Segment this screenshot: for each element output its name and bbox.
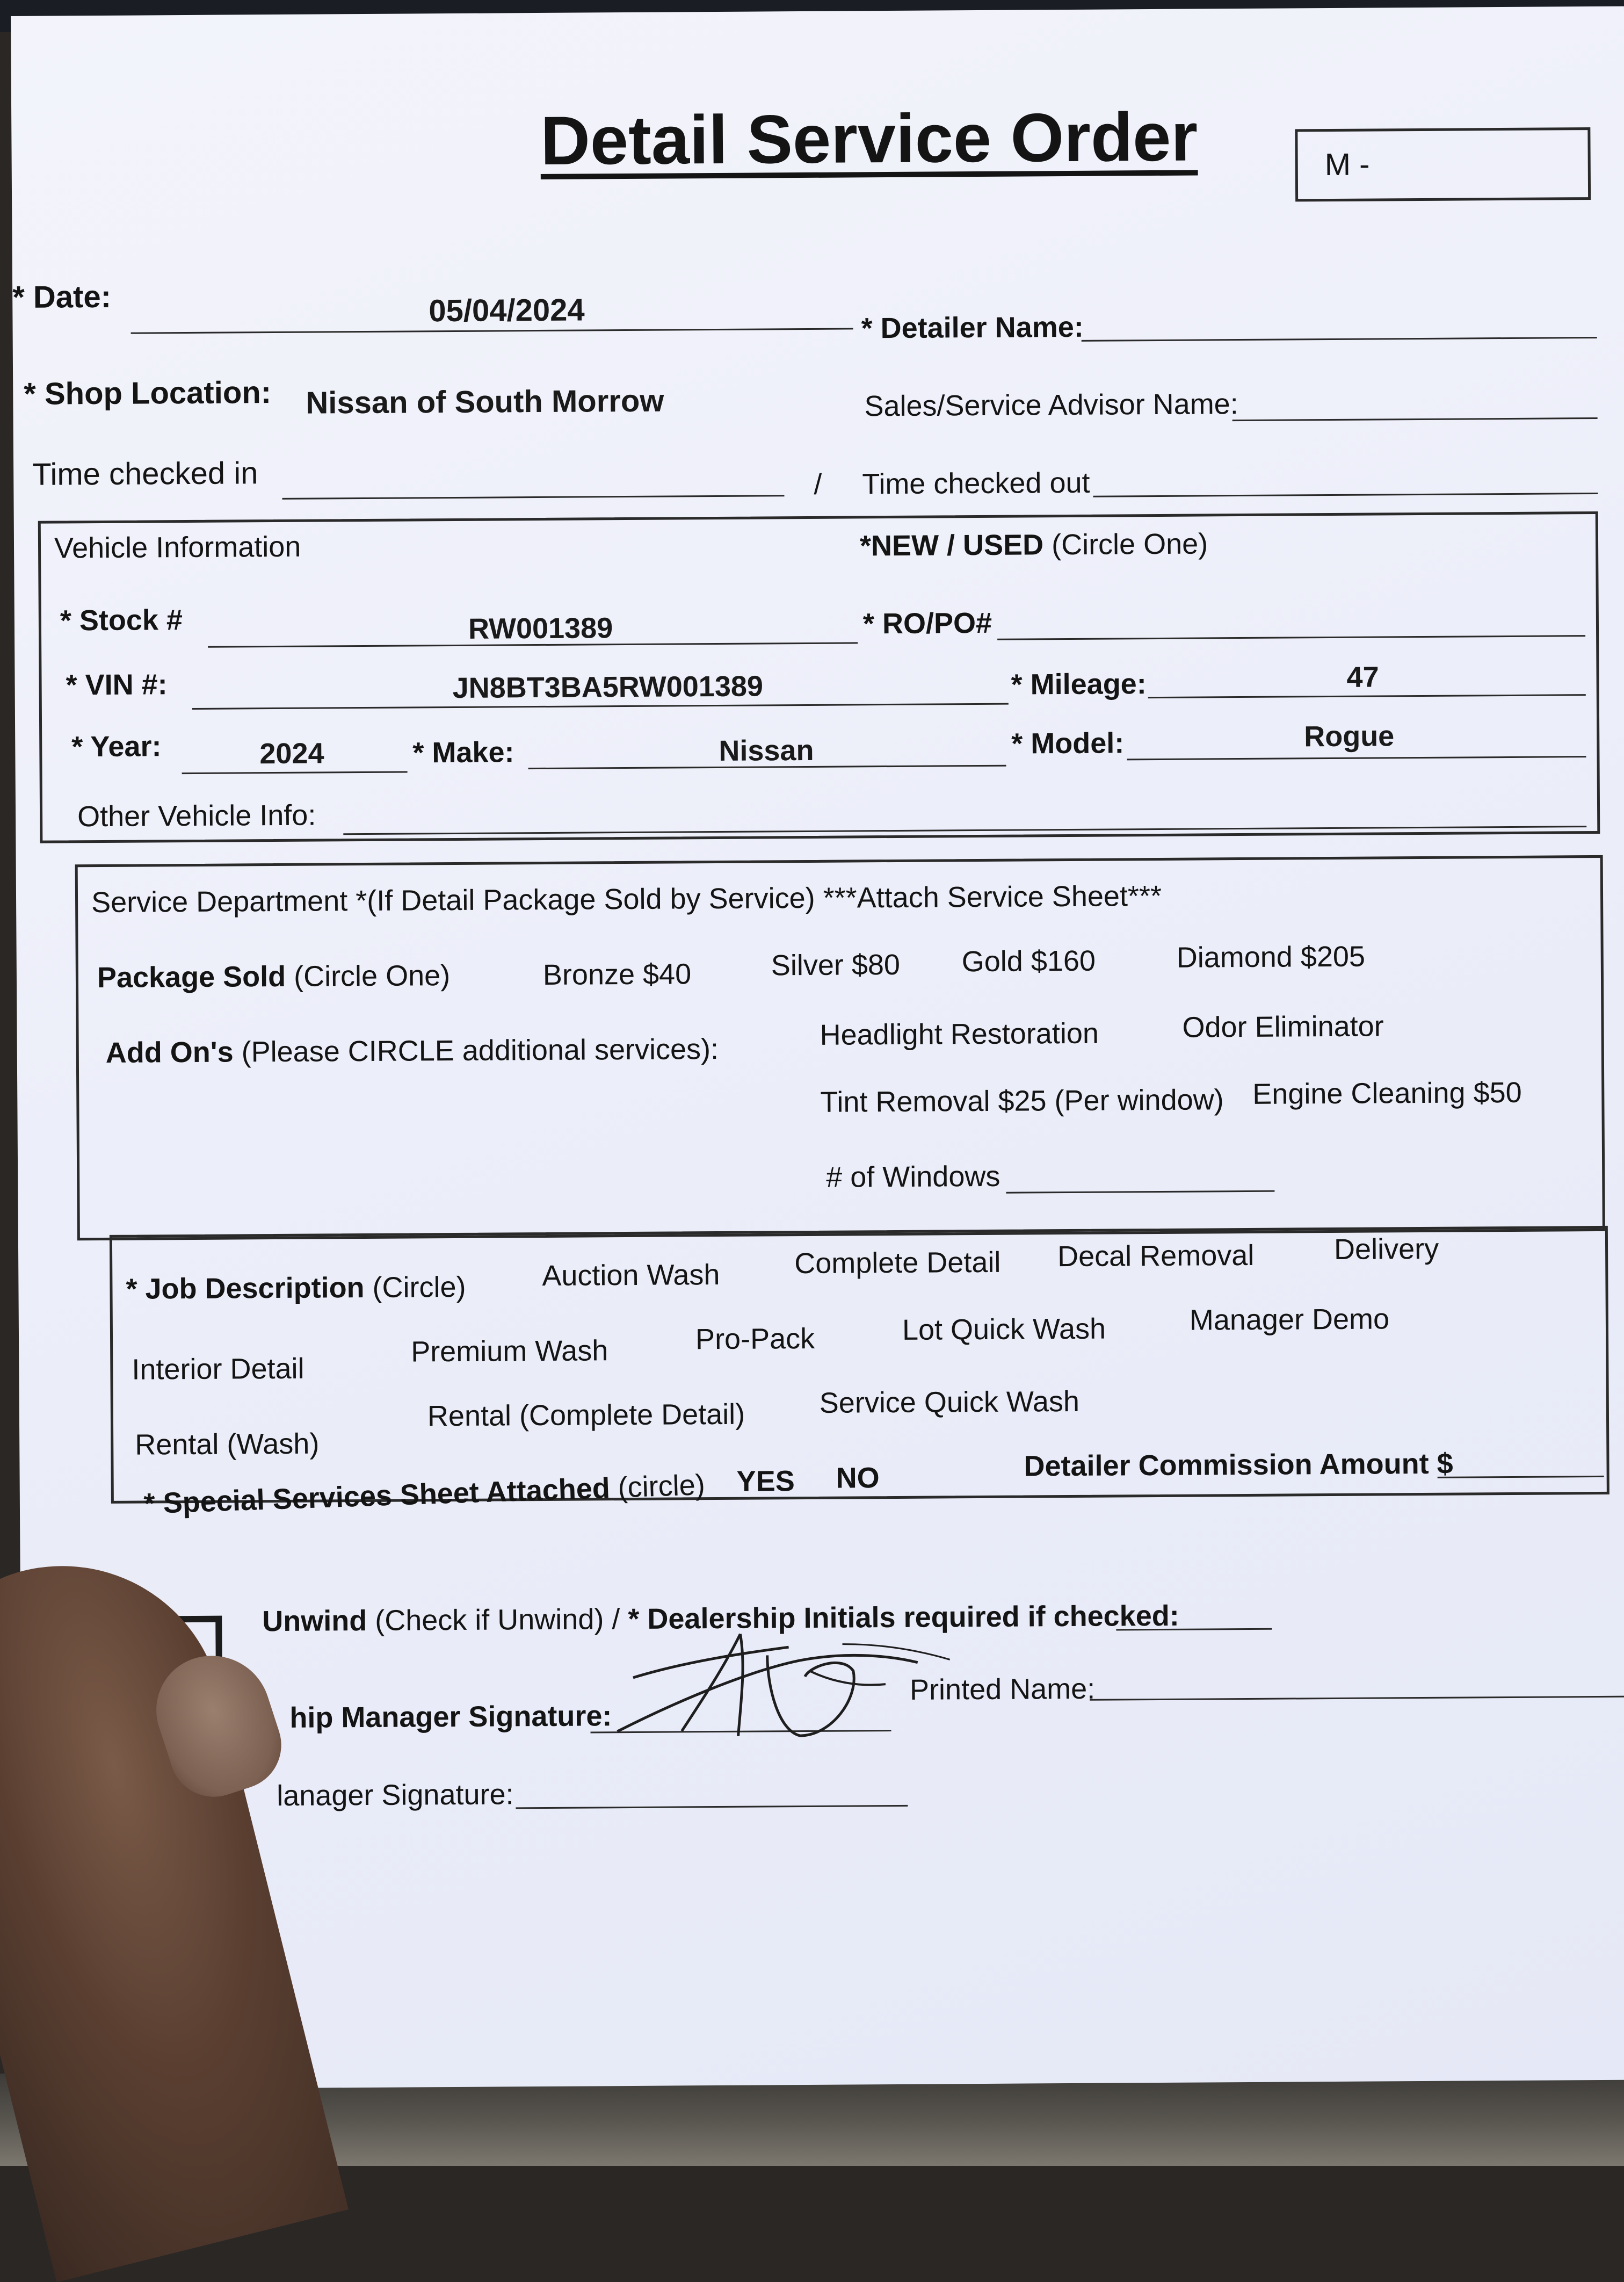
job-option[interactable]: Complete Detail — [794, 1246, 1001, 1280]
printed-name-label: Printed Name: — [909, 1672, 1096, 1706]
job-option[interactable]: Service Quick Wash — [819, 1385, 1080, 1419]
advisor-line[interactable] — [1233, 417, 1598, 421]
job-option[interactable]: Rental (Wash) — [135, 1427, 320, 1461]
commission-label: Detailer Commission Amount $ — [1024, 1447, 1453, 1483]
add-ons-label: Add On's — [105, 1036, 234, 1069]
job-option[interactable]: Decal Removal — [1057, 1239, 1255, 1273]
add-ons-hint: (Please CIRCLE additional services): — [241, 1032, 719, 1068]
stock-label: * Stock # — [60, 604, 183, 637]
dealership-initials-label: * Dealership Initials required if checked: — [628, 1599, 1179, 1636]
time-out-line[interactable] — [1093, 493, 1598, 497]
service-dept-header: Service Department *(If Detail Package Sold by Service) ***Attach Service Sheet*** — [91, 879, 1162, 919]
printed-name-line[interactable] — [1090, 1696, 1624, 1701]
time-separator: / — [814, 468, 822, 501]
job-option[interactable]: Pro-Pack — [695, 1322, 815, 1356]
package-option[interactable]: Silver $80 — [771, 948, 901, 982]
model-value[interactable]: Rogue — [1304, 720, 1395, 753]
dealership-initials-line[interactable] — [1116, 1628, 1272, 1631]
order-number-box[interactable] — [1295, 127, 1591, 201]
date-line — [131, 328, 853, 334]
package-sold-group — [97, 959, 451, 994]
package-option[interactable]: Diamond $205 — [1176, 940, 1366, 974]
package-option[interactable]: Gold $160 — [961, 944, 1096, 978]
job-option[interactable]: Interior Detail — [132, 1352, 305, 1386]
windows-count-label: # of Windows — [826, 1160, 1001, 1194]
special-services-label: * Special Services Sheet Attached — [143, 1471, 611, 1520]
make-value[interactable]: Nissan — [719, 734, 814, 767]
job-description-label: * Job Description — [126, 1272, 365, 1305]
handwritten-signature — [606, 1622, 955, 1747]
other-vehicle-info-label: Other Vehicle Info: — [77, 799, 316, 833]
unwind-hint: (Check if Unwind) / — [375, 1603, 620, 1637]
make-label: * Make: — [412, 736, 514, 769]
add-ons-group — [106, 1032, 719, 1070]
order-number-prefix: M - — [1324, 147, 1370, 183]
year-value[interactable]: 2024 — [259, 737, 324, 770]
job-option[interactable]: Delivery — [1333, 1232, 1439, 1266]
package-option[interactable]: Bronze $40 — [542, 958, 692, 991]
package-sold-hint: (Circle One) — [293, 959, 451, 993]
vin-value[interactable]: JN8BT3BA5RW001389 — [452, 670, 764, 704]
date-value[interactable]: 05/04/2024 — [429, 292, 585, 329]
date-label: * Date: — [12, 279, 112, 315]
shop-location-value[interactable]: Nissan of South Morrow — [306, 383, 664, 421]
ro-po-label: * RO/PO# — [862, 606, 992, 640]
job-option[interactable]: Manager Demo — [1189, 1303, 1390, 1337]
special-services-yes[interactable]: YES — [736, 1465, 795, 1498]
advisor-label: Sales/Service Advisor Name: — [864, 388, 1238, 423]
model-label: * Model: — [1011, 727, 1125, 760]
mileage-label: * Mileage: — [1011, 668, 1147, 701]
new-used-label: *NEW / USED — [859, 529, 1044, 562]
job-option[interactable]: Auction Wash — [542, 1258, 720, 1292]
add-on-option[interactable]: Tint Removal $25 (Per window) — [820, 1084, 1224, 1118]
time-in-line[interactable] — [282, 495, 784, 500]
dealership-manager-signature-label: hip Manager Signature: — [289, 1700, 612, 1734]
shop-location-label: * Shop Location: — [24, 375, 272, 411]
manager-signature-label: lanager Signature: — [277, 1778, 514, 1812]
add-on-option[interactable]: Odor Eliminator — [1182, 1010, 1384, 1044]
package-sold-label: Package Sold — [97, 960, 286, 994]
stock-value[interactable]: RW001389 — [468, 612, 613, 645]
unwind-label: Unwind — [262, 1605, 367, 1638]
new-used-hint: (Circle One) — [1051, 528, 1208, 561]
special-services-no[interactable]: NO — [836, 1462, 880, 1494]
detailer-name-line[interactable] — [1082, 337, 1597, 342]
time-out-label: Time checked out — [862, 466, 1090, 501]
manager-signature-line[interactable] — [516, 1805, 908, 1809]
page-title: Detail Service Order — [540, 98, 1198, 179]
special-services-hint: (circle) — [617, 1468, 706, 1504]
mileage-value[interactable]: 47 — [1346, 661, 1379, 694]
job-description-group — [126, 1270, 466, 1306]
add-on-option[interactable]: Engine Cleaning $50 — [1252, 1076, 1522, 1110]
job-description-hint: (Circle) — [372, 1270, 466, 1304]
new-used-group[interactable] — [860, 527, 1208, 562]
job-option[interactable]: Rental (Complete Detail) — [427, 1398, 745, 1433]
year-label: * Year: — [71, 730, 162, 763]
vin-label: * VIN #: — [66, 668, 168, 702]
add-on-option[interactable]: Headlight Restoration — [820, 1017, 1099, 1051]
vehicle-info-label: Vehicle Information — [54, 530, 301, 565]
job-option[interactable]: Premium Wash — [411, 1334, 608, 1368]
time-in-label: Time checked in — [32, 456, 258, 492]
detailer-name-label: * Detailer Name: — [861, 310, 1084, 345]
job-option[interactable]: Lot Quick Wash — [902, 1312, 1106, 1346]
